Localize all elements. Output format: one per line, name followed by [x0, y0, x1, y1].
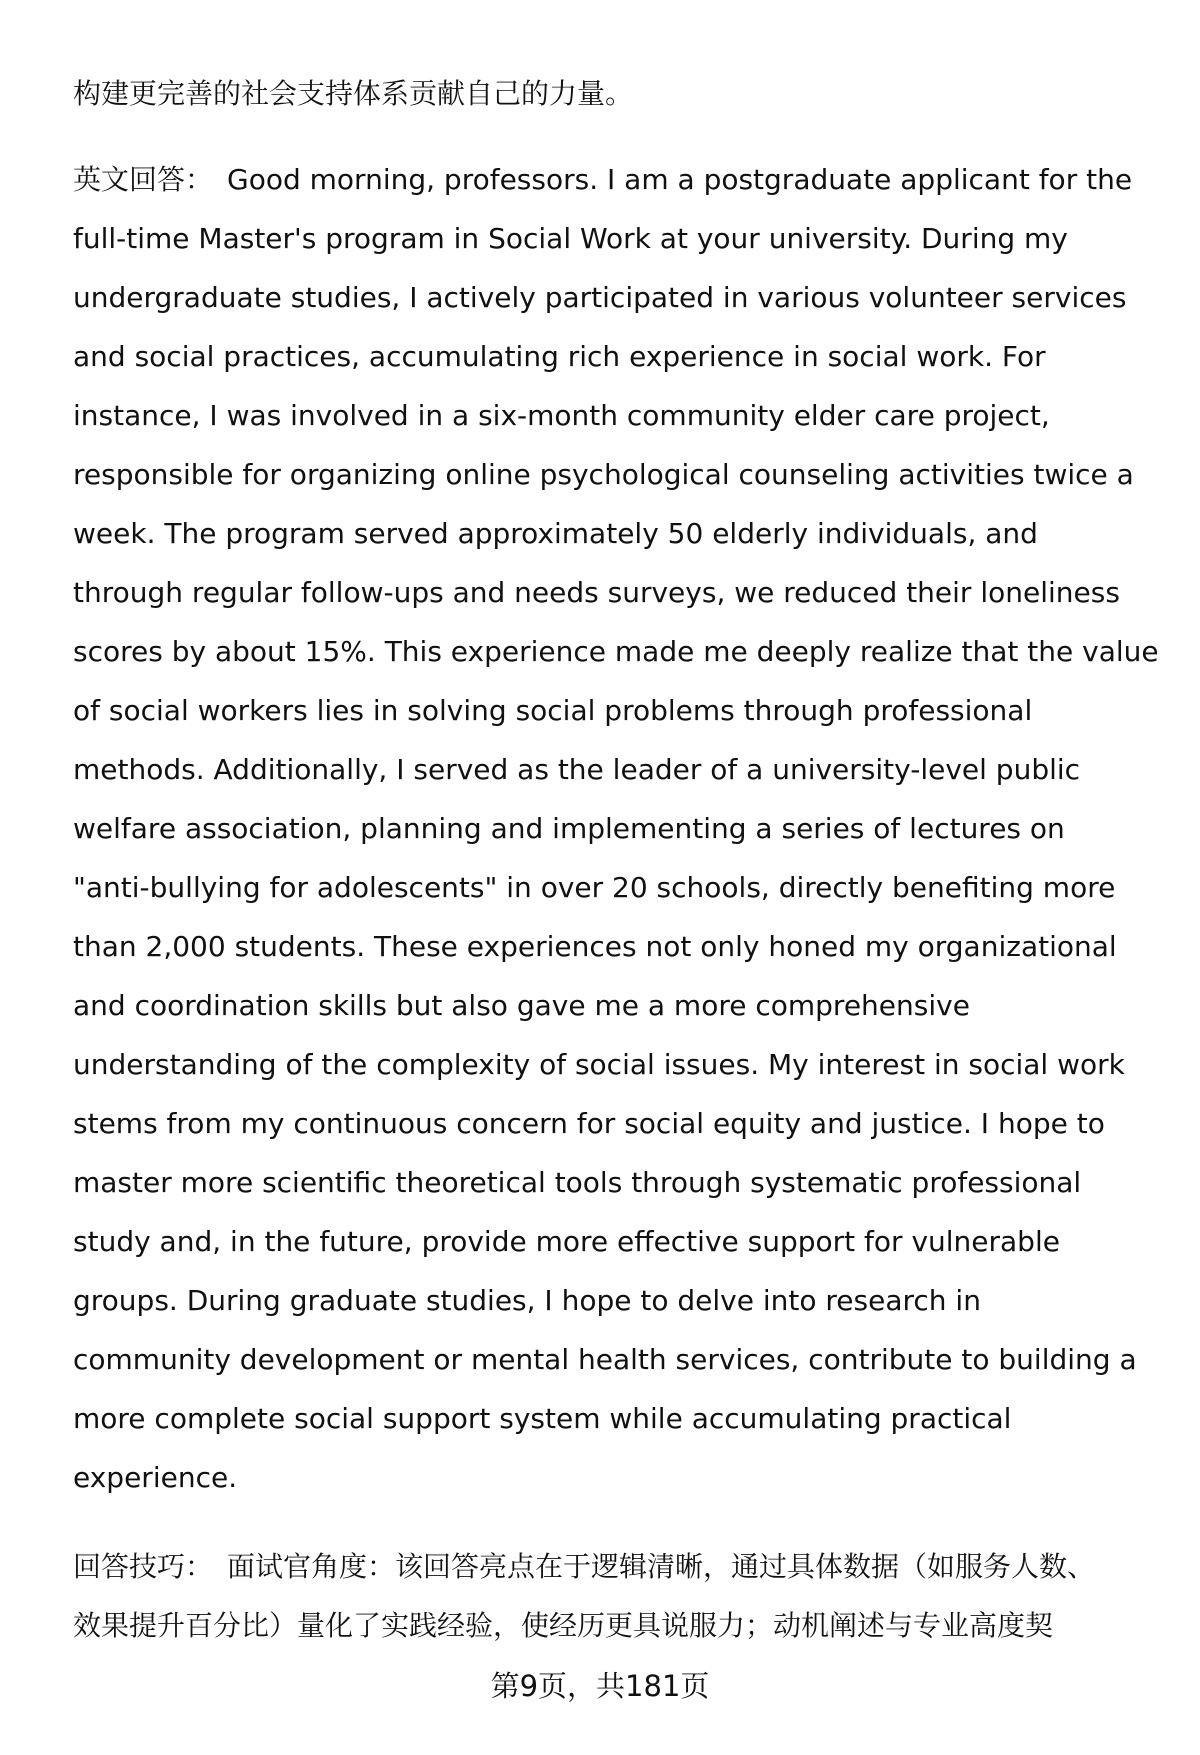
- answer-line-text: stems from my continuous concern for social equity and justice. I hope to: [73, 1107, 1105, 1140]
- answer-line: [73, 1107, 1105, 1141]
- answer-line: [73, 812, 1065, 846]
- page-footer: 第9页，共181页: [490, 1669, 710, 1703]
- answer-line-text: undergraduate studies, I actively participated in various volunteer services: [73, 281, 1127, 314]
- answer-line-text: of social workers lies in solving social problems through professional: [73, 694, 1033, 727]
- answer-line: [73, 1284, 981, 1318]
- answer-line: [73, 1402, 1011, 1436]
- answer-line: [73, 1166, 1081, 1200]
- answer-line-text: more complete social support system while accumulating practical: [73, 1402, 1012, 1435]
- answer-line: [73, 989, 970, 1023]
- answer-line-text: study and, in the future, provide more effective support for vulnerable: [73, 1225, 1060, 1258]
- answer-line-text: and social practices, accumulating rich experience in social work. For: [73, 340, 1046, 373]
- answer-line-text: understanding of the complexity of social issues. My interest in social work: [73, 1048, 1125, 1081]
- answer-line: [73, 1225, 1060, 1259]
- answer-line: [73, 930, 1117, 964]
- tips-line: [73, 1550, 1095, 1584]
- answer-line: [73, 1343, 1137, 1377]
- answer-line-text: groups. During graduate studies, I hope to delve into research in: [73, 1284, 981, 1317]
- answer-line: [73, 576, 1120, 610]
- answer-line: [73, 753, 1080, 787]
- answer-line-text: experience.: [73, 1461, 238, 1494]
- answer-line: [73, 871, 1115, 905]
- answer-line-text: Good morning, professors. I am a postgraduate applicant for the: [227, 163, 1133, 196]
- tips-label: 回答技巧：: [73, 1550, 214, 1583]
- tips-line: [73, 1609, 1053, 1643]
- answer-line-text: community development or mental health services, contribute to building a: [73, 1343, 1137, 1376]
- answer-line-text: and coordination skills but also gave me a more comprehensive: [73, 989, 970, 1022]
- english-answer-label: 英文回答：: [73, 163, 214, 196]
- answer-line-text: week. The program served approximately 50 elderly individuals, and: [73, 517, 1038, 550]
- answer-line: [73, 458, 1134, 492]
- intro-tail: 构建更完善的社会支持体系贡献自己的力量。: [73, 77, 634, 110]
- answer-line: [73, 281, 1126, 315]
- answer-line: [73, 163, 1132, 197]
- answer-line: [73, 340, 1046, 374]
- answer-line-text: instance, I was involved in a six-month community elder care project,: [73, 399, 1050, 432]
- tips-line-text: 面试官角度：该回答亮点在于逻辑清晰，通过具体数据（如服务人数、: [227, 1550, 1096, 1583]
- answer-line-text: responsible for organizing online psychological counseling activities twice a: [73, 458, 1134, 491]
- answer-line-text: "anti-bullying for adolescents" in over 20 schools, directly benefiting more: [73, 871, 1116, 904]
- answer-line-text: master more scientific theoretical tools through systematic professional: [73, 1166, 1082, 1199]
- answer-line: [73, 399, 1050, 433]
- answer-line-text: full-time Master's program in Social Work at your university. During my: [73, 222, 1068, 255]
- answer-line: [73, 1461, 237, 1495]
- answer-line: [73, 1048, 1125, 1082]
- answer-line-text: methods. Additionally, I served as the leader of a university-level public: [73, 753, 1081, 786]
- answer-line: [73, 222, 1068, 256]
- answer-line-text: than 2,000 students. These experiences not only honed my organizational: [73, 930, 1117, 963]
- answer-line: [73, 517, 1038, 551]
- answer-line-text: through regular follow-ups and needs surveys, we reduced their loneliness: [73, 576, 1120, 609]
- answer-line: [73, 635, 1159, 669]
- answer-line-text: welfare association, planning and implementing a series of lectures on: [73, 812, 1065, 845]
- answer-line: [73, 694, 1032, 728]
- tips-line-text: 效果提升百分比）量化了实践经验，使经历更具说服力；动机阐述与专业高度契: [73, 1609, 1054, 1642]
- answer-line-text: scores by about 15%. This experience made me deeply realize that the value: [73, 635, 1159, 668]
